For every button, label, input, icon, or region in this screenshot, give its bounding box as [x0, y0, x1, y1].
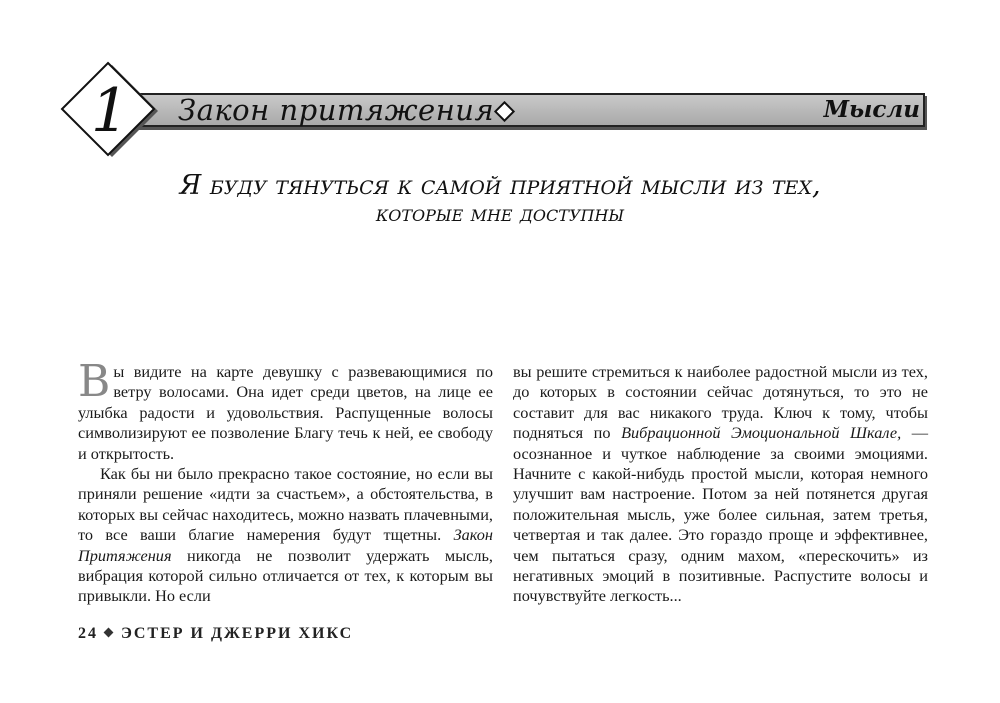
subtitle-line-1: Я буду тянуться к самой приятной мысли из тех, — [179, 170, 821, 201]
chapter-title: Закон притяжения — [178, 93, 495, 127]
paragraph-3 — [513, 362, 928, 607]
chapter-number: 1 — [90, 76, 130, 146]
paragraph-1-text: ы видите на карте девушку с развевающимися по ветру волосами. Она идет среди цветов, на лице ее улыбка радости и удовольствия. Распущенные волосы символизируют ее позволение Благу течь к ней, ее свободу и открытость. — [78, 362, 493, 463]
paragraph-1 — [78, 356, 493, 464]
left-column — [78, 356, 493, 607]
paragraph-2 — [78, 464, 493, 607]
paragraph-3-text-a: вы решите стремиться к наиболее радостной мысли из тех, до которых в состоянии сейчас дотянуться, то это не составит для вас никакого труда. Ключ к тому, чтобы подняться по — [513, 362, 928, 443]
right-column — [513, 362, 928, 607]
section-label: Мысли — [823, 96, 920, 123]
paragraph-2-text-a: Как бы ни было прекрасно такое состояние, но если вы приняли решение «идти за счастьем», а обстоятельства, в которых вы сейчас находитесь, можно назвать плачевными, то все ваши благие намерения будут тщетны. — [78, 464, 493, 545]
page-footer — [78, 624, 353, 644]
drop-cap: В — [78, 356, 111, 407]
paragraph-3-emphasis: Вибрационной Эмоциональной Шкале, — [621, 423, 902, 443]
paragraph-2-emphasis: Закон Притяжения — [78, 525, 493, 565]
page-number: 24 — [78, 625, 98, 642]
paragraph-3-text-b: — осознанное и чуткое наблюдение за своими эмоциями. Начните с какой-нибудь простой мысли, которая немного улучшит вам настроение. Потом за ней потянется другая положительная мысль, уже более сильная, затем третья, четвертая и так далее. Это гораздо проще и эффективнее, чем пытаться сразу, одним махом, «перескочить» из негативных эмоций в позитивные. Распустите волосы и почувствуйте легкость... — [513, 423, 929, 606]
subtitle-line-2: которые мне доступны — [375, 201, 625, 227]
author-name: ЭСТЕР И ДЖЕРРИ ХИКС — [121, 625, 354, 642]
paragraph-2-text-b: никогда не позволит удержать мысль, вибрация которой сильно отличается от тех, к которым вы привыкли. Но если — [78, 545, 493, 606]
footer-diamond-icon — [104, 628, 114, 638]
